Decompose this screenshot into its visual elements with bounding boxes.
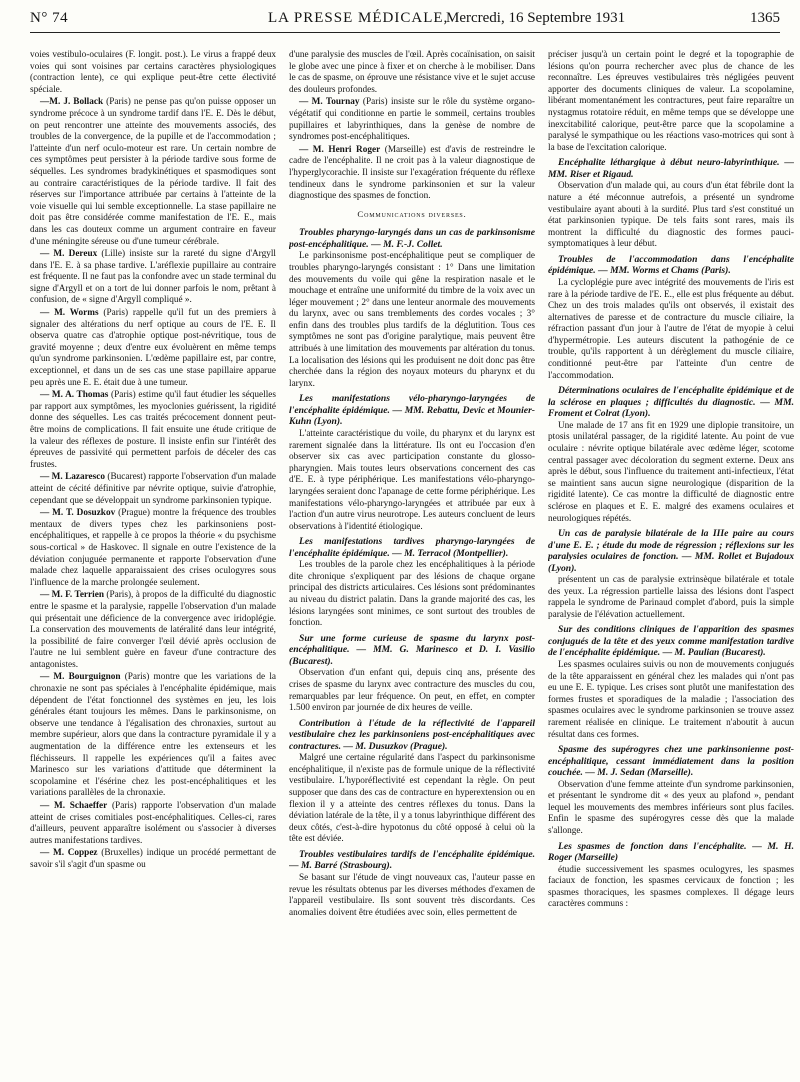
text-column-right: [548, 50, 794, 1074]
paragraph: [548, 421, 794, 525]
paragraph-text: (Paris) estime qu'il faut étudier les séquelles par rapport aux symptômes, les myoclonies guérissent, la rigidité donne des séquelles. Les cas traités précocement donnent peut-être moins de complications. Il fait ensuite une étude critique de la valeur des réflexes de posture. Il insiste enfin sur l'intérêt des épreuves de passivité qui permettent parfois de déceler des cas frustes.: [30, 390, 276, 470]
paragraph-text: préciser jusqu'à un certain point le degré et la topographie de lésions qu'on pourra rechercher avec plus de chance de les reconnaître. Les épreuves vestibulaires très négligées peuvent apporter des documents cliniques de valeur. La scopolamine, libérant momentanément les contractures, peut faire reparaître un nystagmus rotatoire réduit, en même temps que se développe une inexcitabilité calorique, peut-être parce que la scopolamine a paralysé le sympathique ou les réactions vaso-motrices qui sont à la base de l'excitation calorique.: [548, 50, 794, 153]
paragraph: [30, 672, 276, 800]
paragraph-text: La cycloplégie pure avec intégrité des mouvements de l'iris est rare à la période tardive de l'E. E., elle est plus fréquente au début. Chez un des trois malades qu'ils ont observés, il existait des alternatives de paresse et de contracture du muscle ciliaire, la réfraction passant d'un jour à l'autre de l'état de myopie à celui d'hypermétropie. Les auteurs discutent la pathogénie de ce trouble, qu'ils rapportent à un dérèglement du muscle ciliaire, conditionné peut-être par l'atteinte d'un centre de l'accommodation.: [548, 277, 794, 381]
speaker-name: — M. F. Terrien: [40, 590, 104, 601]
paragraph-text: L'atteinte caractéristique du voile, du pharynx et du larynx est rarement signalée dans la littérature. Ils ont eu l'occasion d'en observer six cas avec participation constante du glosso-pharyngien. Mais toutes leurs observations concernent des cas d'E. E. à type périphérique. Les manifestations vélo-pharyngo-laryngées seraient donc l'apanage de cette forme périphérique. Les manifestations vélo-pharyngo-laryngées et attribuée par eux à l'action d'un autre virus neurotrope. Les auteurs concluent de leurs observations à l'identité étiologique.: [289, 428, 535, 532]
speaker-name: — M. Worms: [40, 308, 99, 319]
communication-title: Contribution à l'étude de la réflectivité de l'appareil vestibulaire chez les parkinsoniens post-encéphalitiques avec contractures. — M. Dusuzkov (Prague).: [289, 717, 535, 752]
paragraph-text: (Paris) montre que les variations de la chronaxie ne sont pas spéciales à l'encéphalite épidémique, mais dépendent de l'état fonctionnel des systèmes en jeu, les lois générales étant toujours les mêmes. Dans le parkinsonisme, on observe une tendance à l'égalisation des chronaxies, surtout au membre supérieur, alors que dans la contracture pyramidale il y a augmentation de la différence entre les extenseurs et les fléchisseurs. Il rappelle les expériences qu'il a faites avec Marinesco sur les variations d'attitude que déterminent la scopolamine et l'ésérine chez les post-encéphalitiques et les variations parallèles de la chronaxie.: [30, 672, 276, 799]
paragraph-text: Observation d'un malade qui, au cours d'un état fébrile dont la nature a été méconnue autrefois, a présenté un syndrome vestibulaire ayant abouti à la surdité. Plus tard s'est constitué un état parkinsonien typique. De tels faits sont rares, mais ils montrent la difficulté du diagnostic des formes pauci-symptomatiques à leur début.: [548, 181, 794, 250]
page-number: 1365: [750, 10, 780, 26]
paragraph-text: Se basant sur l'étude de vingt nouveaux cas, l'auteur passe en revue les résultats obtenus par les diverses méthodes d'examen de l'appareil vestibulaire. Ils sont souvent très discordants. Ces anomalies doivent être étudiées avec soin, elles permettent de: [289, 872, 535, 918]
paragraph: [548, 575, 794, 621]
paragraph: [548, 278, 794, 382]
paragraph-text: (Paris) insiste sur le rôle du système organo-végétatif qui conditionne en partie le sommeil, certains troubles pupillaires et labyrinthiques, dans la genèse de nombre de syndromes post-encéphalitiques.: [289, 97, 535, 143]
communication-title: Encéphalite léthargique à début neuro-labyrinthique. — MM. Riser et Rigaud.: [548, 157, 794, 180]
paragraph-text: Les troubles de la parole chez les encéphalitiques à la période dite chronique s'expliquent par des lésions de chaque organe principal des districts articulaires. Ces lésions sont prédominantes au niveau du district palatin. Dans la grande majorité des cas, les lésions laryngées sont minimes, ce sont surtout des troubles de fonction.: [289, 560, 535, 629]
communication-title: Les manifestations tardives pharyngo-laryngées de l'encéphalite épidémique. — M. Terracol (Montpellier).: [289, 536, 535, 559]
paragraph: [289, 753, 535, 846]
speaker-name: —M. J. Bollack: [40, 97, 104, 108]
paragraph-text: (Paris) rapporte l'observation d'un malade atteint de crises comitiales post-encéphalitiques. Celles-ci, rares d'ailleurs, peuvent apparaître isolément ou s'associer à diverses autres manifestations tardives.: [30, 801, 276, 846]
paragraph-text: (Lille) insiste sur la rareté du signe d'Argyll dans l'E. E. à sa phase tardive. L'aréflexie pupillaire au contraire est fréquente. Il ne faut pas la confondre avec un stade terminal du signe d'Argyll et on a tort de lui donner parfois le nom, prêtant à confusion, de « signe d'Argyll compliqué ».: [30, 249, 276, 306]
section-heading: Communications diverses.: [357, 208, 467, 219]
paragraph: [30, 508, 276, 589]
communication-title: Troubles de l'accommodation dans l'encéphalite épidémique. — MM. Worms et Chams (Paris).: [548, 253, 794, 277]
speaker-name: — M. Lazaresco: [40, 472, 105, 483]
paragraph: [289, 50, 535, 96]
communication-title: Les spasmes de fonction dans l'encéphalite. — M. H. Roger (Marseille): [548, 840, 794, 864]
paragraph: [30, 308, 276, 389]
communication-title: Troubles vestibulaires tardifs de l'encéphalite épidémique. — M. Barré (Strasbourg).: [289, 848, 535, 872]
paragraph: [30, 390, 276, 471]
journal-title: LA PRESSE MÉDICALE,: [268, 10, 449, 26]
paragraph: [289, 668, 535, 714]
speaker-name: — M. Henri Roger: [299, 144, 381, 155]
communication-title: Les manifestations vélo-pharyngo-laryngées de l'encéphalite épidémique. — MM. Rebattu, Devic et Mounier-Kuhn (Lyon).: [289, 393, 535, 428]
paragraph-text: (Paris), à propos de la difficulté du diagnostic entre le spasme et la paralysie, rappelle l'observation d'un malade qui présentait une déficience de la convergence avec iridoplégie. La conservation des mouvements de latéralité dans leur intégrité, la possibilité de faire converger l'œil dévié après occlusion de l'autre ne lui semblent guère en faveur d'une contracture des antagonistes.: [30, 590, 276, 670]
paragraph: [289, 97, 535, 143]
speaker-name: — M. Tournay: [299, 97, 360, 108]
paragraph-text: Le parkinsonisme post-encéphalitique peut se compliquer de troubles pharyngo-laryngés consistant : 1° Dans une limitation des mouvements du voile qui gêne la respiration nasale et le mouchage et entraîne une uniformité du timbre de la voix avec un léger mouvement ; 2° dans une lenteur anormale des mouvements du larynx, avec ou sans tremblements des cordes vocales ; 3° enfin dans des troubles plus tardifs de la déglutition. Tous ces symptômes ne sont pas d'origine paralytique, mais peuvent être attribués à une limitation des mouvements par altération du tonus. La localisation des lésions qui les produisent ne doit donc pas être cherchée dans la région des noyaux moteurs du pharynx et du larynx.: [289, 251, 535, 389]
issue-date: Mercredi, 16 Septembre 1931: [446, 10, 626, 26]
paragraph: [30, 848, 276, 871]
paragraph-text: (Bruxelles) indique un procédé permettant de savoir s'il s'agit d'un spasme ou: [30, 848, 276, 870]
paragraph: [548, 50, 794, 154]
speaker-name: — M. Coppez: [40, 848, 98, 859]
paragraph: [289, 873, 535, 919]
paragraph: [30, 801, 276, 847]
paragraph: [548, 660, 794, 741]
paragraph-text: Malgré une certaine régularité dans l'aspect du parkinsonisme encéphalitique, il n'existe pas de formule unique de la réflectivité vestibulaire. L'hyporéflectivité est cependant la règle. On peut supposer que dans des cas de contracture en hyperextension ou en flexion il y a atteinte des centres réflexes du tonus. Dans la déviation latérale de la tête, il y a tonus labyrinthique différent des deux côtés, c'est-à-dire hypotonus du côté opposé à celui où la tête est déviée.: [289, 753, 535, 845]
communication-title: Sur des conditions cliniques de l'apparition des spasmes conjugués de la tête et des yeux comme manifestation tardive de l'encéphalite épidémique. — M. Paulian (Bucarest).: [548, 624, 794, 659]
paragraph-text: (Bucarest) rapporte l'observation d'un malade atteint de cécité définitive par névrite optique, suivie d'atrophie, cependant que se développait un syndrome parkinsonien typique.: [30, 472, 276, 506]
paragraph-text: Les spasmes oculaires suivis ou non de mouvements conjugués de la tête apparaissent en général chez les malades qui n'ont pas eu une E. E. typique. Les crises sont plutôt une manifestation des formes frustes et sporadiques de la maladie ; l'association des spasmes oculaires avec le syndrome parkinsonien se trouve assez rarement réalisée en clinique. Le traitement n'aboutit à aucun résultat dans ces formes.: [548, 659, 794, 740]
paragraph: [548, 865, 794, 911]
text-column-middle: [289, 50, 535, 1074]
issue-number: N° 74: [30, 10, 69, 26]
paragraph-text: Observation d'une femme atteinte d'un syndrome parkinsonien, et présentant le syndrome dit « des yeux au plafond », pendant lequel les mouvements des membres inférieurs sont plus faciles. Enfin le spasme des supérogyres cesse dès que la malade s'allonge.: [548, 779, 794, 836]
paragraph: [289, 251, 535, 390]
paragraph: [30, 249, 276, 307]
communication-title: Troubles pharyngo-laryngés dans un cas de parkinsonisme post-encéphalitique. — M. F.-J. Collet.: [289, 227, 535, 250]
paragraph-text: (Marseille) est d'avis de restreindre le cadre de l'encéphalite. Il ne croit pas à la valeur diagnostique de l'hyperglycorachie. Il insiste sur l'exagération fréquente du réflexe tendineux dans le syndrome parkinsonien et sur la valeur diagnostique des spasmes de fonction.: [289, 144, 535, 202]
paragraph: [30, 472, 276, 507]
paragraph: [30, 590, 276, 671]
paragraph: [289, 429, 535, 533]
paragraph-text: présentent un cas de paralysie extrinsèque bilatérale et totale des yeux. La régression partielle laissa des lésions dont l'aspect rappela le syndrome de Parinaud complet d'abord, puis la simple paralysie de l'élévation actuellement.: [548, 575, 794, 620]
speaker-name: — M. Bourguignon: [40, 672, 121, 683]
communication-title: Spasme des supérogyres chez une parkinsonienne post-encéphalitique, cessant immédiatement dans la position couchée. — M. J. Sedan (Marseille).: [548, 744, 794, 779]
speaker-name: — M. Schaeffer: [40, 801, 108, 811]
paragraph-text: Une malade de 17 ans fit en 1929 une diplopie transitoire, un ptosis unilatéral passager, de la rigidité latente. Au point de vue oculaire : névrite optique bilatérale avec œdème léger, scotome central passager avec décoloration du segment externe. Deux ans après le début, sous l'influence du traitement anti-infectieux, l'état se maintient sans aucun signe neurologique (disparition de la rigidité latente). Ce cas montre la difficulté de diagnostic entre sclérose en plaques et E. E. malgré des examens oculaires et neurologiques répétés.: [548, 420, 794, 524]
paragraph-text: (Paris) rappelle qu'il fut un des premiers à signaler des altérations du nerf optique au cours de l'E. E. Il observa quatre cas d'atrophie optique post-névritique, tous de gravité moyenne ; deux d'entre eux évoluèrent en même temps qu'un syndrome parkinsonien. L'œdème papillaire est, par contre, exceptionnel, et dans un de ses cas une stase papillaire apparue peu après une E. E. était due à une tumeur.: [30, 308, 276, 388]
communication-title: Déterminations oculaires de l'encéphalite épidémique et de la sclérose en plaques ; difficultés du diagnostic. — MM. Froment et Colrat (Lyon).: [548, 385, 794, 420]
speaker-name: — M. T. Dosuzkov: [40, 508, 116, 519]
paragraph: [548, 181, 794, 251]
paragraph: [30, 50, 276, 96]
paragraph: [289, 145, 535, 203]
speaker-name: — M. A. Thomas: [40, 390, 109, 401]
paragraph-text: étudie successivement les spasmes oculogyres, les spasmes faciaux de fonction, les spasmes cervicaux de fonction ; les spasmes thoraciques, les spasmes complexes. Il dégage leurs caractères communs :: [548, 864, 794, 910]
speaker-name: — M. Dereux: [40, 249, 98, 260]
page-header: [30, 10, 780, 33]
paragraph-text: voies vestibulo-oculaires (F. longit. post.). Le virus a frappé deux voies qui sont voisines par certains caractères physiologiques (contraction lente), ce qui explique peut-être cette électivité spéciale.: [30, 50, 276, 95]
paragraph-text: (Prague) montre la fréquence des troubles mentaux de divers types chez les parkinsoniens post-encéphalitiques, et rappelle à ce propos la théorie « du psychisme sous-cortical » de Haskovec. Il signale en outre l'existence de la déviation conjuguée permanente et rapporte l'observation d'une malade chez laquelle apparaissaient des crises oculogyres sous l'influence de la marche prolongée seulement.: [30, 508, 276, 588]
paragraph: [289, 560, 535, 630]
communication-title: Sur une forme curieuse de spasme du larynx post-encéphalitique. — MM. G. Marinesco et D. I. Vasilio (Bucarest).: [289, 632, 535, 667]
paragraph-text: Observation d'un enfant qui, depuis cinq ans, présente des crises de spasme du larynx avec contracture des muscles du cou, remarquables par leur fréquence. On peut, en effet, en compter 1.500 environ par journée de dix heures de veille.: [289, 668, 535, 714]
text-column-left: [30, 50, 276, 1074]
paragraph-text: d'une paralysie des muscles de l'œil. Après cocaïnisation, on saisit le globe avec une pince à fixer et on cherche à le mobiliser. Dans le cas de spasme, on éprouve une résistance vive et le sujet accuse des douleurs profondes.: [289, 50, 535, 95]
paragraph: [548, 780, 794, 838]
paragraph-text: (Paris) ne pense pas qu'on puisse opposer un syndrome précoce à un syndrome tardif dans l'E. E. Dès le début, on peut rencontrer une atteinte des mouvements associés, des troubles de la convergence, de la pupille et de l'accommodation ; l'atteinte d'un nerf oculo-moteur est rare. Un certain nombre de ces symptômes peut persister à la période tardive sous forme de séquelles. Les syndromes bradykinétiques et spasmodiques sont au contraire caractéristiques de la période tardive. Il fait des réserves sur l'importance attribuée par certains à l'atteinte de la voie visuelle qui lui semble exceptionnelle. La stase papillaire ne doit pas être considérée comme manifestation de l'E. E., mais dans les cas douteux comme un argument contraire en faveur d'une méningite séreuse ou d'une tumeur cérébrale.: [30, 97, 276, 247]
communication-title: Un cas de paralysie bilatérale de la IIIe paire au cours d'une E. E. ; étude du mode de régression ; réflexions sur les paralysies oculaires de fonction. — MM. Rollet et Bujadoux (Lyon).: [548, 528, 794, 574]
paragraph: [30, 97, 276, 248]
